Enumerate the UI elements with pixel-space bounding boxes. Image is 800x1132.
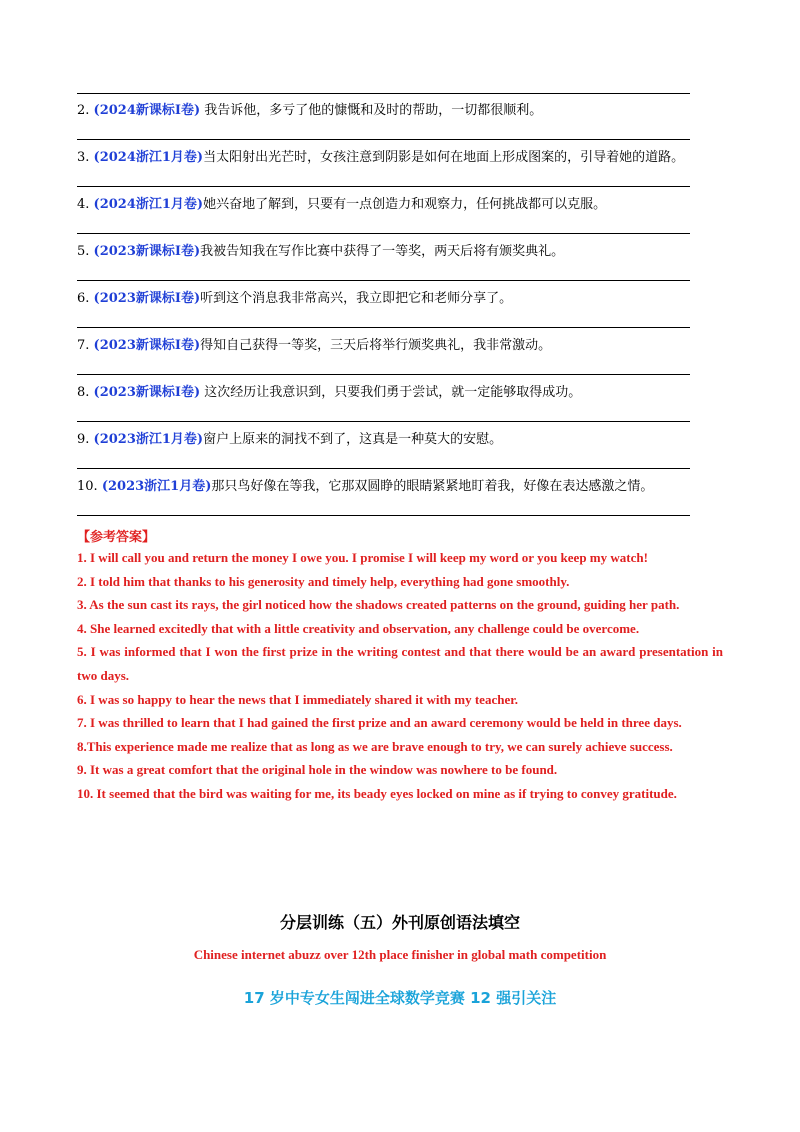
question-source: (2023浙江1月卷) [101, 479, 212, 494]
question-text: 我被告知我在写作比赛中获得了一等奖，两天后将有颁奖典礼。 [200, 244, 565, 259]
answer-item: 3. As the sun cast its rays, the girl noticed how the shadows created patterns on the ground, guiding her path. [77, 597, 680, 613]
answer-item: 4. She learned excitedly that with a little creativity and observation, any challenge could be overcome. [77, 620, 640, 636]
question-text: 当太阳射出光芒时，女孩注意到阴影是如何在地面上形成图案的，引导着她的道路。 [203, 150, 685, 165]
answer-line [77, 139, 690, 140]
question-text: 这次经历让我意识到，只要我们勇于尝试，就一定能够取得成功。 [200, 385, 582, 400]
question-text: 听到这个消息我非常高兴，我立即把它和老师分享了。 [200, 291, 513, 306]
answer-line [77, 327, 690, 328]
question-item [77, 384, 717, 402]
answers-heading: 【参考答案】 [77, 530, 156, 545]
question-number: 8. [77, 385, 90, 400]
question-item [77, 196, 717, 214]
question-text: 那只鸟好像在等我，它那双圆睁的眼睛紧紧地盯着我，好像在表达感激之情。 [211, 479, 654, 494]
question-number: 3. [77, 150, 90, 165]
question-item [77, 431, 717, 449]
question-number: 5. [77, 244, 90, 259]
answer-item: 7. I was thrilled to learn that I had gained the first prize and an award ceremony would be held in three days. [77, 715, 682, 731]
answer-line [77, 233, 690, 234]
question-number: 4. [77, 197, 90, 212]
answer-line [77, 374, 690, 375]
answer-line [77, 468, 690, 469]
answer-item: 10. It seemed that the bird was waiting for me, its beady eyes locked on mine as if trying to convey gratitude. [77, 785, 677, 801]
question-text: 窗户上原来的洞找不到了，这真是一种莫大的安慰。 [203, 432, 503, 447]
question-source: (2023新课标I卷) [93, 338, 201, 353]
answer-line [77, 93, 690, 94]
question-number: 2. [77, 103, 90, 118]
question-source: (2024浙江1月卷) [93, 150, 204, 165]
answer-list [77, 546, 723, 806]
answer-line [77, 280, 690, 281]
answer-line [77, 186, 690, 187]
article-title-english: Chinese internet abuzz over 12th place finisher in global math competition [193, 947, 607, 962]
question-item [77, 102, 717, 120]
question-source: (2024新课标I卷) [93, 103, 201, 118]
question-source: (2023新课标I卷) [93, 244, 201, 259]
question-item [77, 478, 717, 496]
question-source: (2023浙江1月卷) [93, 432, 204, 447]
question-number: 10. [77, 479, 98, 494]
section-title: 分层训练（五）外刊原创语法填空 [279, 913, 520, 932]
question-item [77, 337, 717, 355]
question-number: 6. [77, 291, 90, 306]
answer-item: 6. I was so happy to hear the news that I immediately shared it with my teacher. [77, 691, 519, 707]
answer-item: 2. I told him that thanks to his generosity and timely help, everything had gone smoothly. [77, 573, 570, 589]
answer-item: 8.This experience made me realize that as long as we are brave enough to try, we can surely achieve success. [77, 738, 673, 754]
answer-item: 1. I will call you and return the money I owe you. I promise I will keep my word or you keep my watch! [77, 550, 648, 565]
answer-item: 9. It was a great comfort that the original hole in the window was nowhere to be found. [77, 762, 558, 778]
question-number: 9. [77, 432, 90, 447]
question-text: 她兴奋地了解到，只要有一点创造力和观察力，任何挑战都可以克服。 [203, 197, 607, 212]
question-text: 得知自己获得一等奖，三天后将举行颁奖典礼，我非常激动。 [200, 338, 552, 353]
answer-item: 5. I was informed that I won the first prize in the writing contest and that there would be an award presentation in two days. [77, 644, 723, 683]
question-text: 我告诉他，多亏了他的慷慨和及时的帮助，一切都很顺利。 [200, 103, 543, 118]
question-source: (2024浙江1月卷) [93, 197, 204, 212]
article-title-chinese: 17 岁中专女生闯进全球数学竞赛 12 强引关注 [243, 989, 557, 1007]
answer-line [77, 515, 690, 516]
question-item [77, 243, 717, 261]
answer-line [77, 421, 690, 422]
question-number: 7. [77, 338, 90, 353]
question-source: (2023新课标I卷) [93, 385, 201, 400]
question-item [77, 290, 717, 308]
question-item [77, 149, 717, 167]
question-source: (2023新课标I卷) [93, 291, 201, 306]
